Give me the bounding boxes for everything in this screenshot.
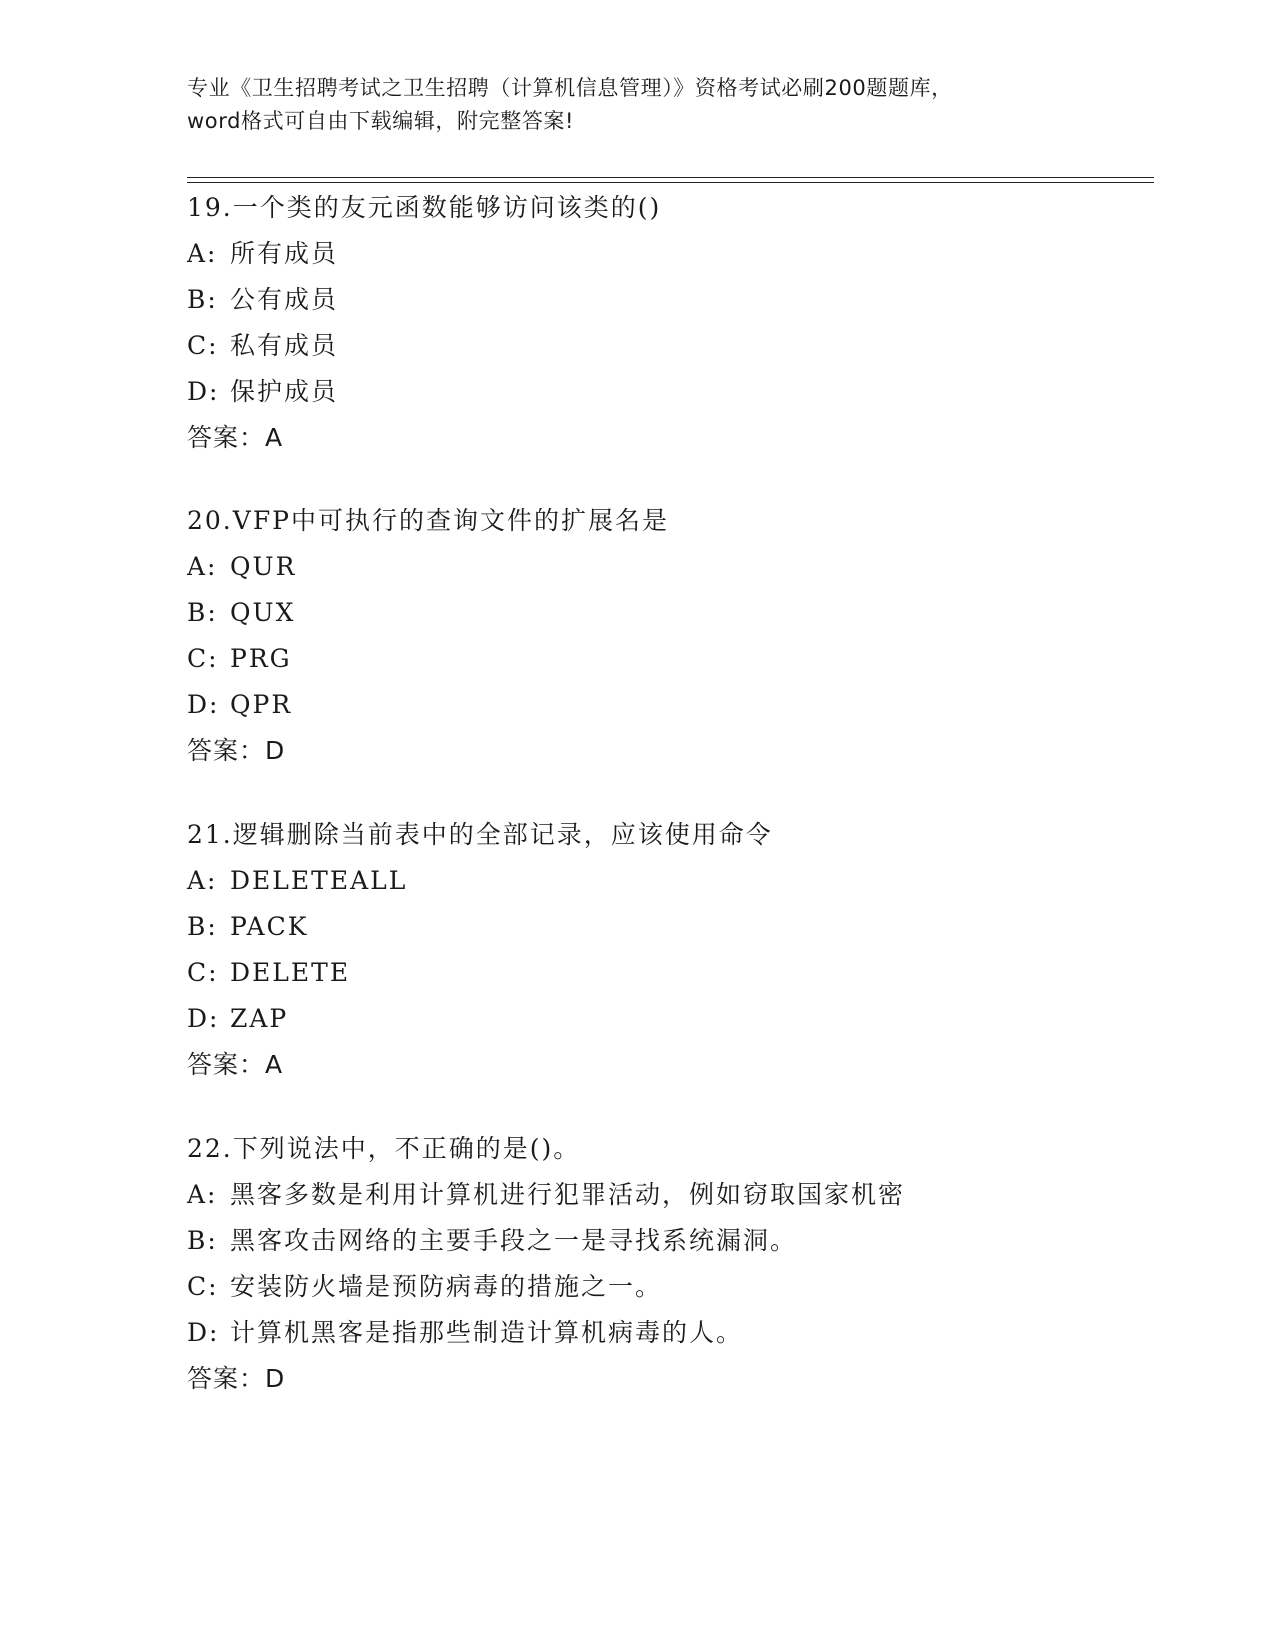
answer-line: 答案：D bbox=[187, 736, 286, 765]
option-text: PRG bbox=[230, 644, 292, 673]
option-label: C: bbox=[187, 644, 219, 673]
option-text: QUX bbox=[230, 598, 296, 627]
option-text: 安装防火墙是预防病毒的措施之一。 bbox=[230, 1272, 663, 1301]
option-text: DELETE bbox=[230, 958, 351, 987]
question-stem: 22.下列说法中，不正确的是()。 bbox=[187, 1134, 581, 1163]
option-label: A: bbox=[187, 1180, 218, 1209]
option-label: B: bbox=[187, 285, 218, 314]
option-b bbox=[187, 590, 1187, 636]
option-label: A: bbox=[187, 239, 218, 268]
option-label: B: bbox=[187, 912, 218, 941]
option-text: 计算机黑客是指那些制造计算机病毒的人。 bbox=[230, 1318, 744, 1347]
option-d bbox=[187, 369, 1187, 415]
option-a bbox=[187, 858, 1187, 904]
option-text: 保护成员 bbox=[230, 377, 339, 406]
option-d bbox=[187, 1310, 1187, 1356]
option-label: D: bbox=[187, 1004, 220, 1033]
option-c bbox=[187, 1264, 1187, 1310]
option-label: C: bbox=[187, 958, 219, 987]
question-21 bbox=[187, 812, 1187, 1088]
header-divider-bottom bbox=[187, 182, 1154, 183]
option-label: B: bbox=[187, 1226, 218, 1255]
question-stem: 19.一个类的友元函数能够访问该类的() bbox=[187, 193, 662, 222]
option-text: QPR bbox=[230, 690, 293, 719]
option-d bbox=[187, 682, 1187, 728]
option-d bbox=[187, 996, 1187, 1042]
option-text: PACK bbox=[230, 912, 309, 941]
option-text: 黑客攻击网络的主要手段之一是寻找系统漏洞。 bbox=[230, 1226, 798, 1255]
option-a bbox=[187, 231, 1187, 277]
question-stem: 20.VFP中可执行的查询文件的扩展名是 bbox=[187, 506, 669, 535]
answer-line: 答案：D bbox=[187, 1364, 286, 1393]
option-label: A: bbox=[187, 552, 218, 581]
option-b bbox=[187, 277, 1187, 323]
option-a bbox=[187, 544, 1187, 590]
option-text: QUR bbox=[230, 552, 297, 581]
document-header bbox=[187, 72, 1087, 138]
option-label: D: bbox=[187, 690, 220, 719]
answer-line: 答案：A bbox=[187, 1050, 284, 1079]
option-text: DELETEALL bbox=[230, 866, 408, 895]
option-label: B: bbox=[187, 598, 218, 627]
option-text: 所有成员 bbox=[230, 239, 339, 268]
option-text: 私有成员 bbox=[230, 331, 339, 360]
question-19 bbox=[187, 185, 1187, 461]
option-text: 公有成员 bbox=[230, 285, 339, 314]
option-b bbox=[187, 904, 1187, 950]
question-20 bbox=[187, 498, 1187, 774]
option-text: ZAP bbox=[230, 1004, 289, 1033]
option-a bbox=[187, 1172, 1187, 1218]
question-22 bbox=[187, 1126, 1187, 1402]
header-line-1: 专业《卫生招聘考试之卫生招聘（计算机信息管理）》资格考试必刷200题题库， bbox=[187, 76, 953, 100]
option-label: D: bbox=[187, 377, 220, 406]
option-label: C: bbox=[187, 1272, 219, 1301]
header-line-2: word格式可自由下载编辑，附完整答案! bbox=[187, 109, 575, 133]
option-c bbox=[187, 950, 1187, 996]
question-stem: 21.逻辑删除当前表中的全部记录，应该使用命令 bbox=[187, 820, 773, 849]
option-label: A: bbox=[187, 866, 218, 895]
option-label: D: bbox=[187, 1318, 220, 1347]
option-c bbox=[187, 323, 1187, 369]
header-divider-top bbox=[187, 177, 1154, 178]
answer-line: 答案：A bbox=[187, 423, 284, 452]
option-text: 黑客多数是利用计算机进行犯罪活动，例如窃取国家机密 bbox=[230, 1180, 906, 1209]
option-c bbox=[187, 636, 1187, 682]
option-b bbox=[187, 1218, 1187, 1264]
option-label: C: bbox=[187, 331, 219, 360]
